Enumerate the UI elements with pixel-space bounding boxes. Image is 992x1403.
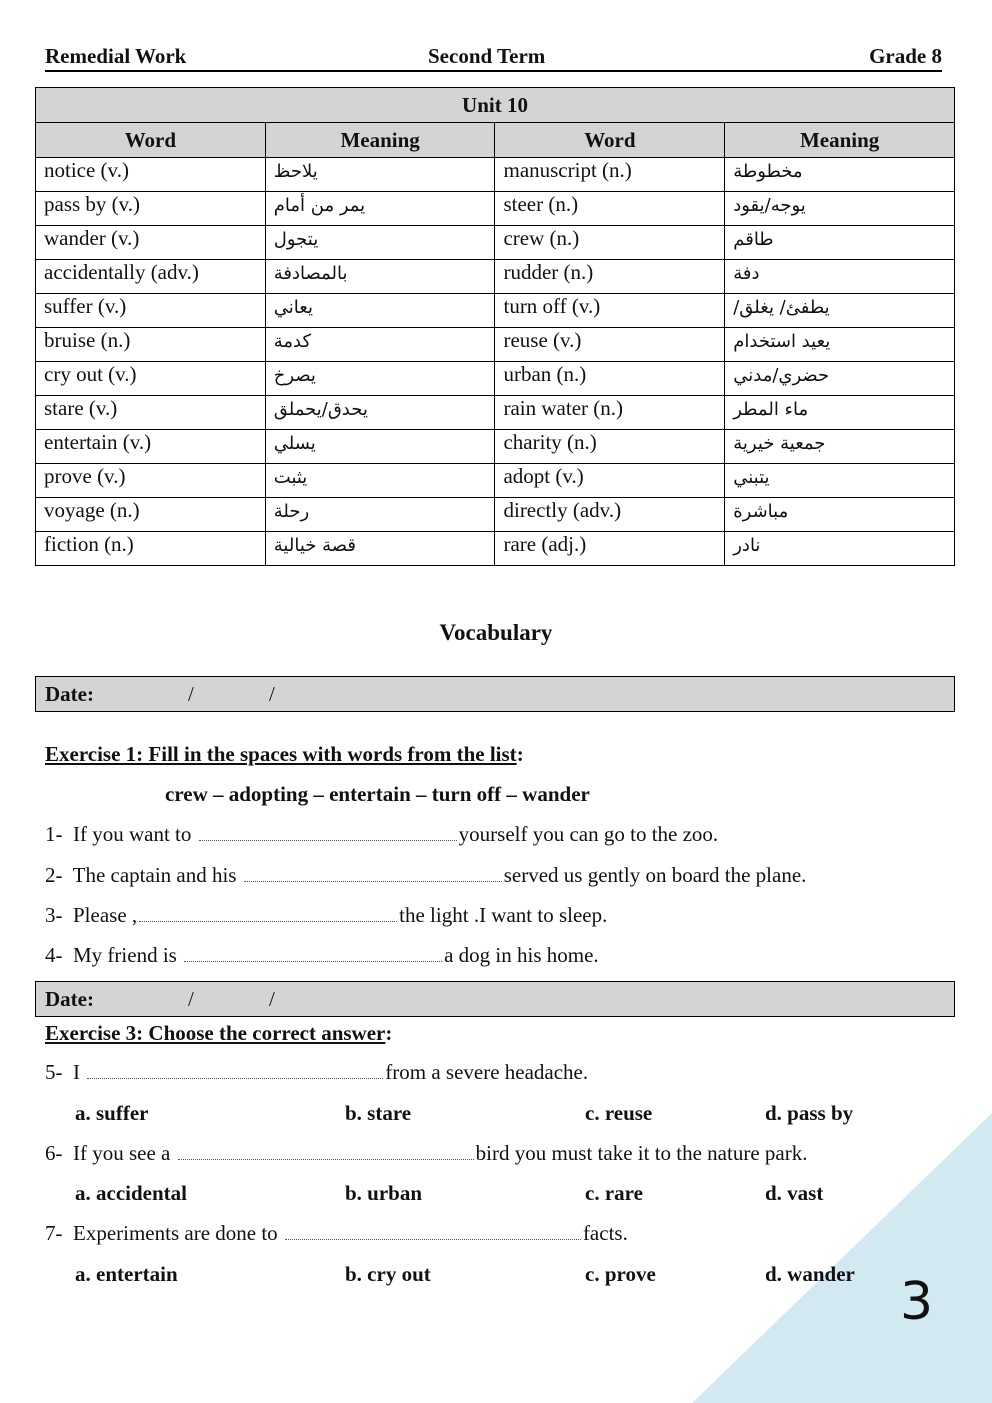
question-text-before: I — [73, 1060, 80, 1084]
word-cell: suffer (v.) — [36, 294, 266, 328]
meaning-cell — [725, 260, 955, 294]
meaning-text: يوجه/يقود — [733, 195, 806, 216]
question-text-after: yourself you can go to the zoo. — [458, 822, 719, 846]
date-bar-2 — [35, 981, 955, 1017]
question-number: 5- — [45, 1060, 63, 1084]
meaning-text: جمعية خيرية — [733, 433, 826, 454]
word-cell: reuse (v.) — [495, 328, 725, 362]
meaning-text: نادر — [733, 535, 761, 556]
exercise-3-heading — [45, 1021, 392, 1046]
meaning-cell — [265, 532, 495, 566]
question-number: 7- — [45, 1221, 63, 1245]
option-d[interactable]: d. wander — [765, 1262, 855, 1286]
date-separator: / — [188, 682, 194, 706]
table-row — [36, 158, 955, 192]
vocabulary-rows — [36, 158, 955, 566]
word-cell: charity (n.) — [495, 430, 725, 464]
meaning-cell — [265, 294, 495, 328]
option-c[interactable]: c. rare — [585, 1181, 643, 1205]
exercise-3-colon: : — [385, 1021, 393, 1045]
question-text-after: bird you must take it to the nature park. — [475, 1141, 808, 1165]
meaning-text: يعيد استخدام — [733, 331, 831, 352]
meaning-text: ماء المطر — [733, 399, 809, 420]
option-a[interactable]: a. accidental — [75, 1181, 187, 1205]
meaning-text: قصة خيالية — [273, 535, 356, 556]
blank-field[interactable] — [184, 947, 442, 962]
meaning-cell — [725, 430, 955, 464]
meaning-text: مخطوطة — [733, 161, 803, 182]
question-text-before: The captain and his — [72, 863, 237, 887]
word-cell: pass by (v.) — [36, 192, 266, 226]
question-text-before: Please , — [73, 903, 138, 927]
word-cell: rare (adj.) — [495, 532, 725, 566]
table-row — [36, 532, 955, 566]
question-text-after: the light .I want to sleep. — [399, 903, 608, 927]
question-text-after: served us gently on board the plane. — [503, 863, 807, 887]
question-1 — [45, 822, 718, 847]
meaning-text: مباشرة — [733, 501, 789, 522]
meaning-cell — [265, 158, 495, 192]
header-right: Grade 8 — [869, 44, 942, 68]
table-row — [36, 192, 955, 226]
question-number: 6- — [45, 1141, 63, 1165]
table-row — [36, 226, 955, 260]
meaning-cell — [265, 260, 495, 294]
question-number: 3- — [45, 903, 63, 927]
question-text-after: facts. — [582, 1221, 628, 1245]
date-separator: / — [269, 987, 275, 1011]
meaning-text: كدمة — [273, 331, 312, 352]
table-row — [36, 498, 955, 532]
word-cell: cry out (v.) — [36, 362, 266, 396]
meaning-text: يتجول — [273, 229, 319, 250]
question-text-before: My friend is — [73, 943, 177, 967]
option-a[interactable]: a. suffer — [75, 1101, 149, 1125]
date-label: Date: — [45, 682, 94, 706]
question-text-before: Experiments are done to — [73, 1221, 278, 1245]
header-left: Remedial Work — [45, 44, 187, 68]
col-header-word-1: Word — [36, 123, 266, 158]
meaning-cell — [265, 498, 495, 532]
meaning-cell — [265, 328, 495, 362]
date-bar-1 — [35, 676, 955, 712]
question-text-before: If you want to — [73, 822, 192, 846]
word-cell: stare (v.) — [36, 396, 266, 430]
question-number: 2- — [45, 863, 63, 887]
meaning-cell — [725, 498, 955, 532]
unit-title: Unit 10 — [36, 88, 955, 123]
meaning-cell — [725, 192, 955, 226]
meaning-text: يعاني — [273, 297, 313, 318]
word-cell: notice (v.) — [36, 158, 266, 192]
meaning-cell — [265, 430, 495, 464]
table-row — [36, 362, 955, 396]
option-d[interactable]: d. pass by — [765, 1101, 854, 1125]
vocabulary-table — [35, 87, 955, 566]
question-3 — [45, 903, 607, 928]
word-cell: entertain (v.) — [36, 430, 266, 464]
col-header-meaning-2: Meaning — [725, 123, 955, 158]
option-a[interactable]: a. entertain — [75, 1262, 178, 1286]
meaning-text: يطفئ/ يغلق/ — [733, 297, 830, 318]
question-text-after: a dog in his home. — [444, 943, 599, 967]
word-cell: voyage (n.) — [36, 498, 266, 532]
table-row — [36, 294, 955, 328]
header-center: Second Term — [428, 44, 546, 68]
meaning-cell — [265, 464, 495, 498]
blank-field[interactable] — [285, 1225, 581, 1240]
meaning-text: حضري/مدني — [733, 365, 830, 386]
blank-field[interactable] — [178, 1145, 474, 1160]
meaning-text: يمر من أمام — [273, 195, 366, 216]
table-row — [36, 396, 955, 430]
option-b[interactable]: b. urban — [345, 1181, 423, 1205]
date-label: Date: — [45, 987, 94, 1011]
option-b[interactable]: b. stare — [345, 1101, 412, 1125]
date-separator: / — [188, 987, 194, 1011]
meaning-text: يثبت — [273, 467, 308, 488]
meaning-cell — [725, 532, 955, 566]
meaning-text: بالمصادفة — [273, 263, 348, 284]
blank-field[interactable] — [139, 907, 397, 922]
meaning-cell — [265, 396, 495, 430]
meaning-cell — [265, 362, 495, 396]
meaning-text: يلاحظ — [273, 161, 318, 182]
question-number: 1- — [45, 822, 63, 846]
exercise-1-title: Exercise 1: Fill in the spaces with words from the list — [45, 742, 517, 766]
option-d[interactable]: d. vast — [765, 1181, 824, 1205]
exercise-1-colon: : — [516, 742, 524, 766]
date-separator: / — [269, 682, 275, 706]
question-text-after: from a severe headache. — [385, 1060, 589, 1084]
question-4 — [45, 943, 599, 968]
meaning-text: يصرخ — [273, 365, 316, 386]
page-header — [45, 44, 942, 72]
meaning-cell — [265, 192, 495, 226]
meaning-text: طاقم — [733, 229, 774, 250]
option-b[interactable]: b. cry out — [345, 1262, 431, 1286]
blank-field[interactable] — [244, 867, 502, 882]
meaning-text: دفة — [733, 263, 760, 284]
meaning-cell — [725, 464, 955, 498]
question-2 — [45, 863, 806, 888]
meaning-cell — [725, 362, 955, 396]
col-header-meaning-1: Meaning — [265, 123, 495, 158]
exercise-1-heading — [45, 742, 524, 767]
question-6 — [45, 1141, 807, 1166]
question-7 — [45, 1221, 628, 1246]
col-header-word-2: Word — [495, 123, 725, 158]
word-cell: bruise (n.) — [36, 328, 266, 362]
meaning-cell — [725, 226, 955, 260]
option-c[interactable]: c. reuse — [585, 1101, 653, 1125]
word-cell: rain water (n.) — [495, 396, 725, 430]
section-title: Vocabulary — [439, 620, 553, 645]
question-number: 4- — [45, 943, 63, 967]
page-number: 3 — [900, 1272, 934, 1332]
table-row — [36, 328, 955, 362]
option-c[interactable]: c. prove — [585, 1262, 656, 1286]
blank-field[interactable] — [199, 826, 457, 841]
question-text-before: If you see a — [73, 1141, 171, 1165]
meaning-cell — [265, 226, 495, 260]
meaning-cell — [725, 328, 955, 362]
word-cell: turn off (v.) — [495, 294, 725, 328]
meaning-cell — [725, 396, 955, 430]
word-cell: rudder (n.) — [495, 260, 725, 294]
word-cell: fiction (n.) — [36, 532, 266, 566]
table-row — [36, 260, 955, 294]
table-row — [36, 430, 955, 464]
blank-field[interactable] — [87, 1064, 383, 1079]
exercise-3-title: Exercise 3: Choose the correct answer — [45, 1021, 386, 1045]
word-cell: steer (n.) — [495, 192, 725, 226]
meaning-text: يتبني — [733, 467, 770, 488]
word-cell: adopt (v.) — [495, 464, 725, 498]
word-cell: urban (n.) — [495, 362, 725, 396]
meaning-cell — [725, 158, 955, 192]
word-cell: manuscript (n.) — [495, 158, 725, 192]
question-5 — [45, 1060, 588, 1085]
meaning-text: رحلة — [273, 501, 310, 522]
word-cell: crew (n.) — [495, 226, 725, 260]
table-row — [36, 464, 955, 498]
meaning-text: يسلي — [273, 433, 316, 454]
word-list: crew – adopting – entertain – turn off – wander — [165, 782, 590, 806]
meaning-cell — [725, 294, 955, 328]
word-cell: prove (v.) — [36, 464, 266, 498]
word-cell: directly (adv.) — [495, 498, 725, 532]
word-cell: wander (v.) — [36, 226, 266, 260]
word-cell: accidentally (adv.) — [36, 260, 266, 294]
meaning-text: يحدق/يحملق — [273, 399, 368, 420]
